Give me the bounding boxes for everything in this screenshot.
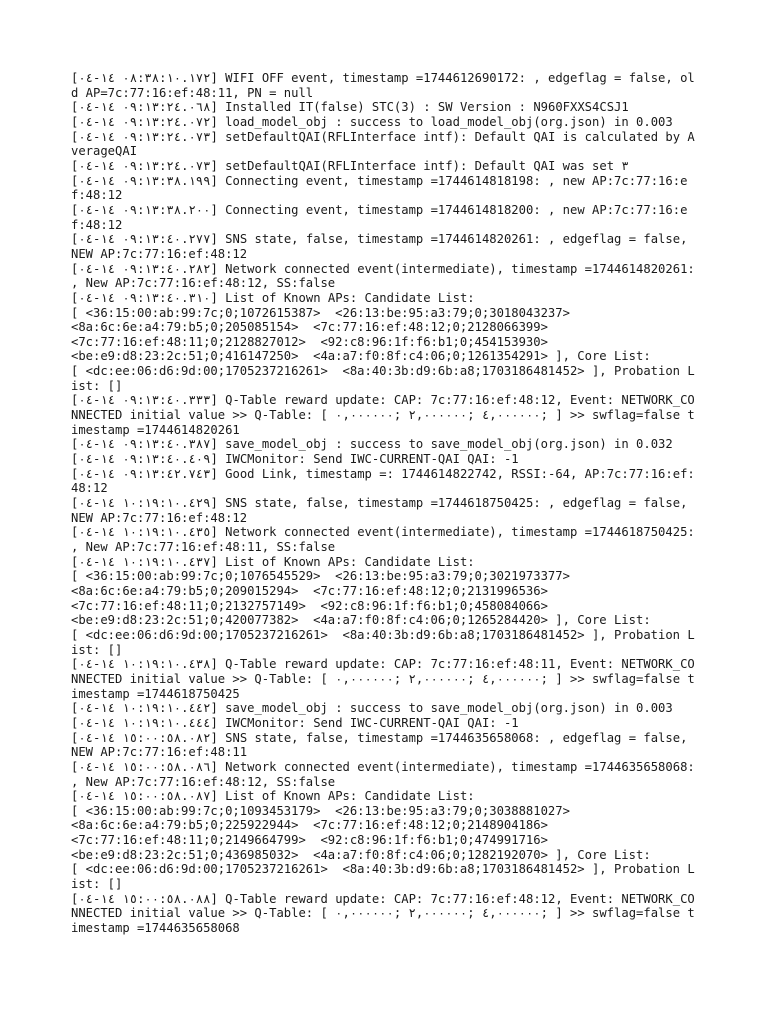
log-entry-timestamp: [٠٩:١٣:٤٢.٧٤٣ ١٤-٠٤] [71, 466, 218, 481]
log-entry-timestamp: [١٥:٠٠:٥٨.٠٨٨ ١٤-٠٤] [71, 891, 218, 906]
log-entry-timestamp: [١٠:١٩:١٠.٤٣٥ ١٤-٠٤] [71, 525, 218, 540]
log-entry-message: Network connected event(intermediate), timestamp =1744614820261: , New AP:7c:77:16:ef:48:12, SS:false [71, 261, 703, 291]
log-entry [71, 731, 699, 760]
log-entry-message: load_model_obj : success to load_model_obj(org.json) in 0.003 [217, 114, 673, 129]
log-entry [71, 467, 699, 496]
log-entry [71, 393, 699, 437]
log-entry [71, 452, 699, 467]
log-entry-timestamp: [١٥:٠٠:٥٨.٠٨٦ ١٤-٠٤] [71, 759, 218, 774]
log-entry-timestamp: [٠٨:٣٨:١٠.١٧٢ ١٤-٠٤] [71, 71, 218, 85]
log-entry-timestamp: [٠٩:١٣:٢٤.٠٧٣ ١٤-٠٤] [71, 158, 218, 173]
log-entry-timestamp: [٠٩:١٣:٢٤.٠٦٨ ١٤-٠٤] [71, 100, 218, 115]
log-entry-message: IWCMonitor: Send IWC-CURRENT-QAI QAI: -1 [217, 452, 519, 467]
log-entry [71, 130, 699, 159]
log-entry-message: Good Link, timestamp =: 1744614822742, RSSI:-64, AP:7c:77:16:ef:48:12 [71, 466, 695, 496]
log-entry-timestamp: [١٠:١٩:١٠.٤٤٢ ١٤-٠٤] [71, 701, 218, 716]
log-entry [71, 657, 699, 701]
log-entry [71, 174, 699, 203]
log-entry-timestamp: [٠٩:١٣:٢٤.٠٧٣ ١٤-٠٤] [71, 129, 218, 144]
log-entry-message: save_model_obj : success to save_model_obj(org.json) in 0.032 [217, 437, 673, 452]
log-entry-timestamp: [٠٩:١٣:٤٠.٢٧٧ ١٤-٠٤] [71, 232, 218, 247]
log-entry-timestamp: [٠٩:١٣:٣٨.١٩٩ ١٤-٠٤] [71, 173, 218, 188]
log-entry-message: setDefaultQAI(RFLInterface intf): Default QAI is calculated by AverageQAI [71, 129, 695, 159]
log-entry-timestamp: [١٠:١٩:١٠.٤٣٨ ١٤-٠٤] [71, 657, 218, 672]
log-entry-message: SNS state, false, timestamp =1744618750425: , edgeflag = false, NEW AP:7c:77:16:ef:48:12 [71, 496, 695, 525]
log-entry-message: Network connected event(intermediate), timestamp =1744635658068: , New AP:7c:77:16:ef:48:12, SS:false [71, 759, 703, 789]
log-entry-message: SNS state, false, timestamp =1744614820261: , edgeflag = false, NEW AP:7c:77:16:ef:48:12 [71, 232, 695, 261]
log-entry [71, 716, 699, 731]
log-entry [71, 115, 699, 130]
log-entry [71, 203, 699, 232]
log-entry-message: List of Known APs: Candidate List: [ <36:15:00:ab:99:7c;0;1072615387> <26:13:be:95:a3:79;0;3018043237> <8a:6c:6e:a4:79:b5;0;205085154> <7c:77:16:ef:48:12;0;2128066399> <7c:77:16:ef:48:11;0;2128827012> <92:c8:96:1f:f6:b1;0;454153930> <be:e9:d8:23:2c:51;0;416147250> <4a:a7:f0:8f:c4:06;0;1261354291> ], Core List: [ <dc:ee:06:d6:9d:00;1705237216261> <8a:40:3b:d9:6b:a8;1703186481452> ], Probation List: [] [71, 290, 695, 393]
log-entry [71, 496, 699, 525]
log-entry-message: Connecting event, timestamp =1744614818200: , new AP:7c:77:16:ef:48:12 [71, 202, 688, 232]
log-entry [71, 159, 699, 174]
log-entry-message: Q-Table reward update: CAP: 7c:77:16:ef:48:12, Event: NETWORK_CONNECTED initial value >> Q-Table: [ ٤,٠٠٠٠٠٠ ;٢,٠٠٠٠٠٠ ;٠,٠٠٠٠٠٠; ] >> swflag=false timestamp =1744614820261 [71, 393, 695, 437]
log-entry-timestamp: [٠٩:١٣:٤٠.٤٠٩ ١٤-٠٤] [71, 452, 218, 467]
log-entry [71, 892, 699, 936]
log-entry-message: List of Known APs: Candidate List: [ <36:15:00:ab:99:7c;0;1076545529> <26:13:be:95:a3:79;0;3021973377> <8a:6c:6e:a4:79:b5;0;209015294> <7c:77:16:ef:48:12;0;2131996536> <7c:77:16:ef:48:11;0;2132757149> <92:c8:96:1f:f6:b1;0;458084066> <be:e9:d8:23:2c:51;0;420077382> <4a:a7:f0:8f:c4:06;0;1265284420> ], Core List: [ <dc:ee:06:d6:9d:00;1705237216261> <8a:40:3b:d9:6b:a8;1703186481452> ], Probation List: [] [71, 554, 695, 657]
log-entry-timestamp: [١٠:١٩:١٠.٤٤٤ ١٤-٠٤] [71, 715, 218, 730]
log-entry-timestamp: [٠٩:١٣:٣٨.٢٠٠ ١٤-٠٤] [71, 202, 218, 217]
log-entry-message: Installed IT(false) STC(3) : SW Version : N960FXXS4CSJ1 [217, 100, 629, 115]
log-entry-timestamp: [٠٩:١٣:٤٠.٣٣٣ ١٤-٠٤] [71, 393, 218, 408]
log-entry [71, 100, 699, 115]
log-view [71, 71, 703, 936]
log-entry [71, 291, 699, 394]
log-entry-timestamp: [٠٩:١٣:٤٠.٣١٠ ١٤-٠٤] [71, 290, 218, 305]
log-entry [71, 555, 699, 658]
log-entry-message: List of Known APs: Candidate List: [ <36:15:00:ab:99:7c;0;1093453179> <26:13:be:95:a3:79;0;3038881027> <8a:6c:6e:a4:79:b5;0;225922944> <7c:77:16:ef:48:12;0;2148904186> <7c:77:16:ef:48:11;0;2149664799> <92:c8:96:1f:f6:b1;0;474991716> <be:e9:d8:23:2c:51;0;436985032> <4a:a7:f0:8f:c4:06;0;1282192070> ], Core List: [ <dc:ee:06:d6:9d:00;1705237216261> <8a:40:3b:d9:6b:a8;1703186481452> ], Probation List: [] [71, 789, 695, 892]
log-entry-message: WIFI OFF event, timestamp =1744612690172: , edgeflag = false, old AP=7c:77:16:ef:48:11, PN = null [71, 71, 695, 100]
log-entry-message: save_model_obj : success to save_model_obj(org.json) in 0.003 [217, 701, 673, 716]
log-entry-message: Q-Table reward update: CAP: 7c:77:16:ef:48:11, Event: NETWORK_CONNECTED initial value >> Q-Table: [ ٤,٠٠٠٠٠٠ ;٢,٠٠٠٠٠٠ ;٠,٠٠٠٠٠٠; ] >> swflag=false timestamp =1744618750425 [71, 657, 695, 701]
log-entry [71, 437, 699, 452]
log-entry [71, 701, 699, 716]
log-entry-message: Connecting event, timestamp =1744614818198: , new AP:7c:77:16:ef:48:12 [71, 173, 688, 203]
log-entry [71, 261, 703, 291]
log-entry-message: setDefaultQAI(RFLInterface intf): Default QAI was set ٣ [217, 158, 629, 173]
log-entry-message: IWCMonitor: Send IWC-CURRENT-QAI QAI: -1 [217, 715, 519, 730]
log-entry-timestamp: [١٥:٠٠:٥٨.٠٨٢ ١٤-٠٤] [71, 730, 218, 745]
log-entry-timestamp: [١٥:٠٠:٥٨.٠٨٧ ١٤-٠٤] [71, 789, 218, 804]
log-entry-timestamp: [٠٩:١٣:٤٠.٢٨٢ ١٤-٠٤] [71, 261, 218, 276]
log-entry-timestamp: [١٠:١٩:١٠.٤٢٩ ١٤-٠٤] [71, 496, 218, 511]
log-entry [71, 789, 699, 892]
log-entry-timestamp: [٠٩:١٣:٢٤.٠٧٢ ١٤-٠٤] [71, 114, 218, 129]
log-entry-timestamp: [١٠:١٩:١٠.٤٣٧ ١٤-٠٤] [71, 554, 218, 569]
log-entry-timestamp: [٠٩:١٣:٤٠.٣٨٧ ١٤-٠٤] [71, 437, 218, 452]
log-entry-message: Network connected event(intermediate), timestamp =1744618750425: , New AP:7c:77:16:ef:48:11, SS:false [71, 525, 703, 554]
log-entry-message: Q-Table reward update: CAP: 7c:77:16:ef:48:12, Event: NETWORK_CONNECTED initial value >> Q-Table: [ ٤,٠٠٠٠٠٠ ;٢,٠٠٠٠٠٠ ;٠,٠٠٠٠٠٠; ] >> swflag=false timestamp =1744635658068 [71, 891, 695, 936]
log-entry-message: SNS state, false, timestamp =1744635658068: , edgeflag = false, NEW AP:7c:77:16:ef:48:11 [71, 730, 695, 760]
log-entry [71, 759, 703, 789]
log-entry [71, 71, 699, 100]
log-entry [71, 525, 703, 554]
log-entry [71, 232, 699, 261]
